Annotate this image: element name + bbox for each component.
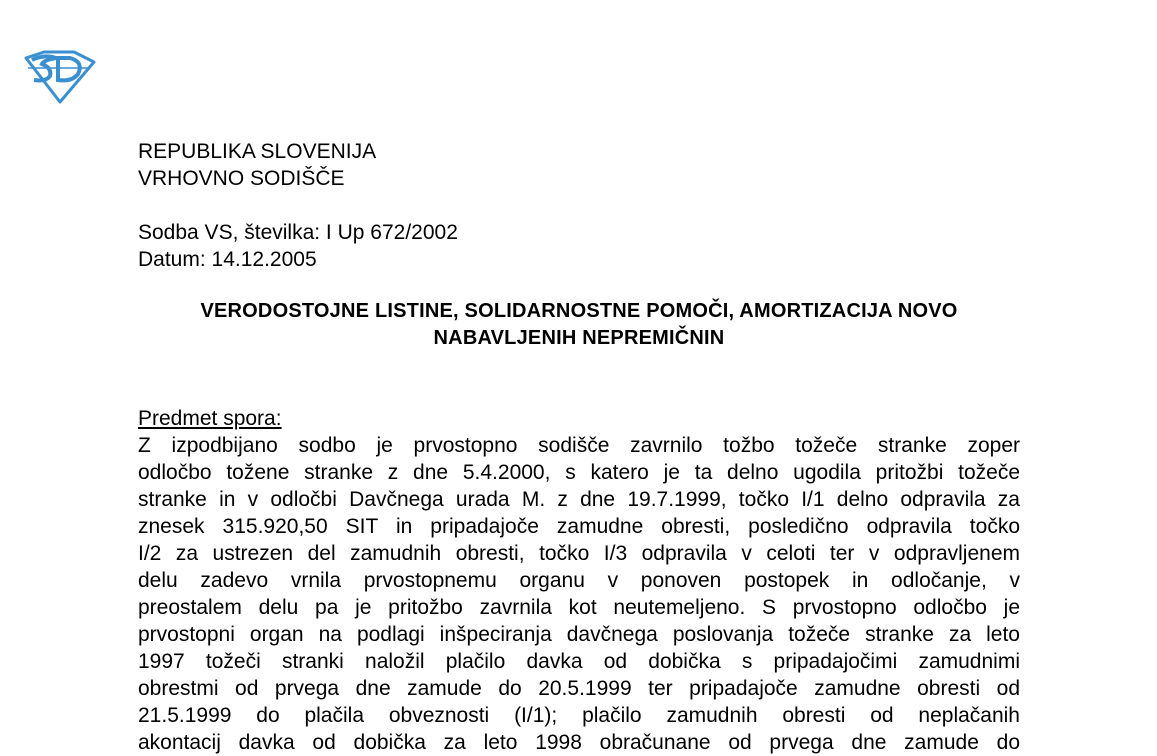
body-line: 21.5.1999 do plačila obveznosti (I/1); plačilo zamudnih obresti od neplačanih (138, 704, 1020, 727)
body-line: akontacij davka od dobička za leto 1998 obračunane od prvega dne zamude do (138, 731, 1020, 754)
body-line: odločbo tožene stranke z dne 5.4.2000, s katero je ta delno ugodila pritožbi tožeče (138, 461, 1020, 484)
case-date: Datum: 14.12.2005 (138, 248, 317, 271)
case-number: Sodba VS, številka: I Up 672/2002 (138, 221, 458, 244)
body-line: 1997 tožeči stranki naložil plačilo davka od dobička s pripadajočimi zamudnimi (138, 650, 1020, 673)
body-line: prvostopni organ na podlagi inšpeciranja davčnega poslovanja tožeče stranke za leto (138, 623, 1020, 646)
body-line: znesek 315.920,50 SIT in pripadajoče zamudne obresti, posledično odpravila točko (138, 515, 1020, 538)
document-title (138, 298, 1020, 352)
body-line: stranke in v odločbi Davčnega urada M. z dne 19.7.1999, točko I/1 delno odpravila za (138, 488, 1020, 511)
body-line: preostalem delu pa je pritožbo zavrnila kot neutemeljeno. S prvostopno odločbo je (138, 596, 1020, 619)
body-line: delu zadevo vrnila prvostopnemu organu v ponoven postopek in odločanje, v (138, 569, 1020, 592)
body-line: Z izpodbijano sodbo je prvostopno sodišče zavrnilo tožbo tožeče stranke zoper (138, 434, 1020, 457)
body-line: I/2 za ustrezen del zamudnih obresti, točko I/3 odpravila v celoti ter v odpravljenem (138, 542, 1020, 565)
institution-header (138, 138, 376, 192)
court-name: VRHOVNO SODIŠČE (138, 167, 345, 190)
title-line-1: VERODOSTOJNE LISTINE, SOLIDARNOSTNE POMOČI, AMORTIZACIJA NOVO (200, 300, 958, 322)
subject-section (138, 405, 1020, 756)
body-line: obrestmi od prvega dne zamude do 20.5.1999 ter pripadajoče zamudne obresti od (138, 677, 1020, 700)
title-line-2: NABAVLJENIH NEPREMIČNIN (433, 327, 725, 349)
section-body (138, 432, 1020, 756)
case-info (138, 219, 458, 273)
court-logo (22, 50, 96, 104)
republic-label: REPUBLIKA SLOVENIJA (138, 140, 377, 163)
section-heading: Predmet spora: (138, 407, 282, 430)
